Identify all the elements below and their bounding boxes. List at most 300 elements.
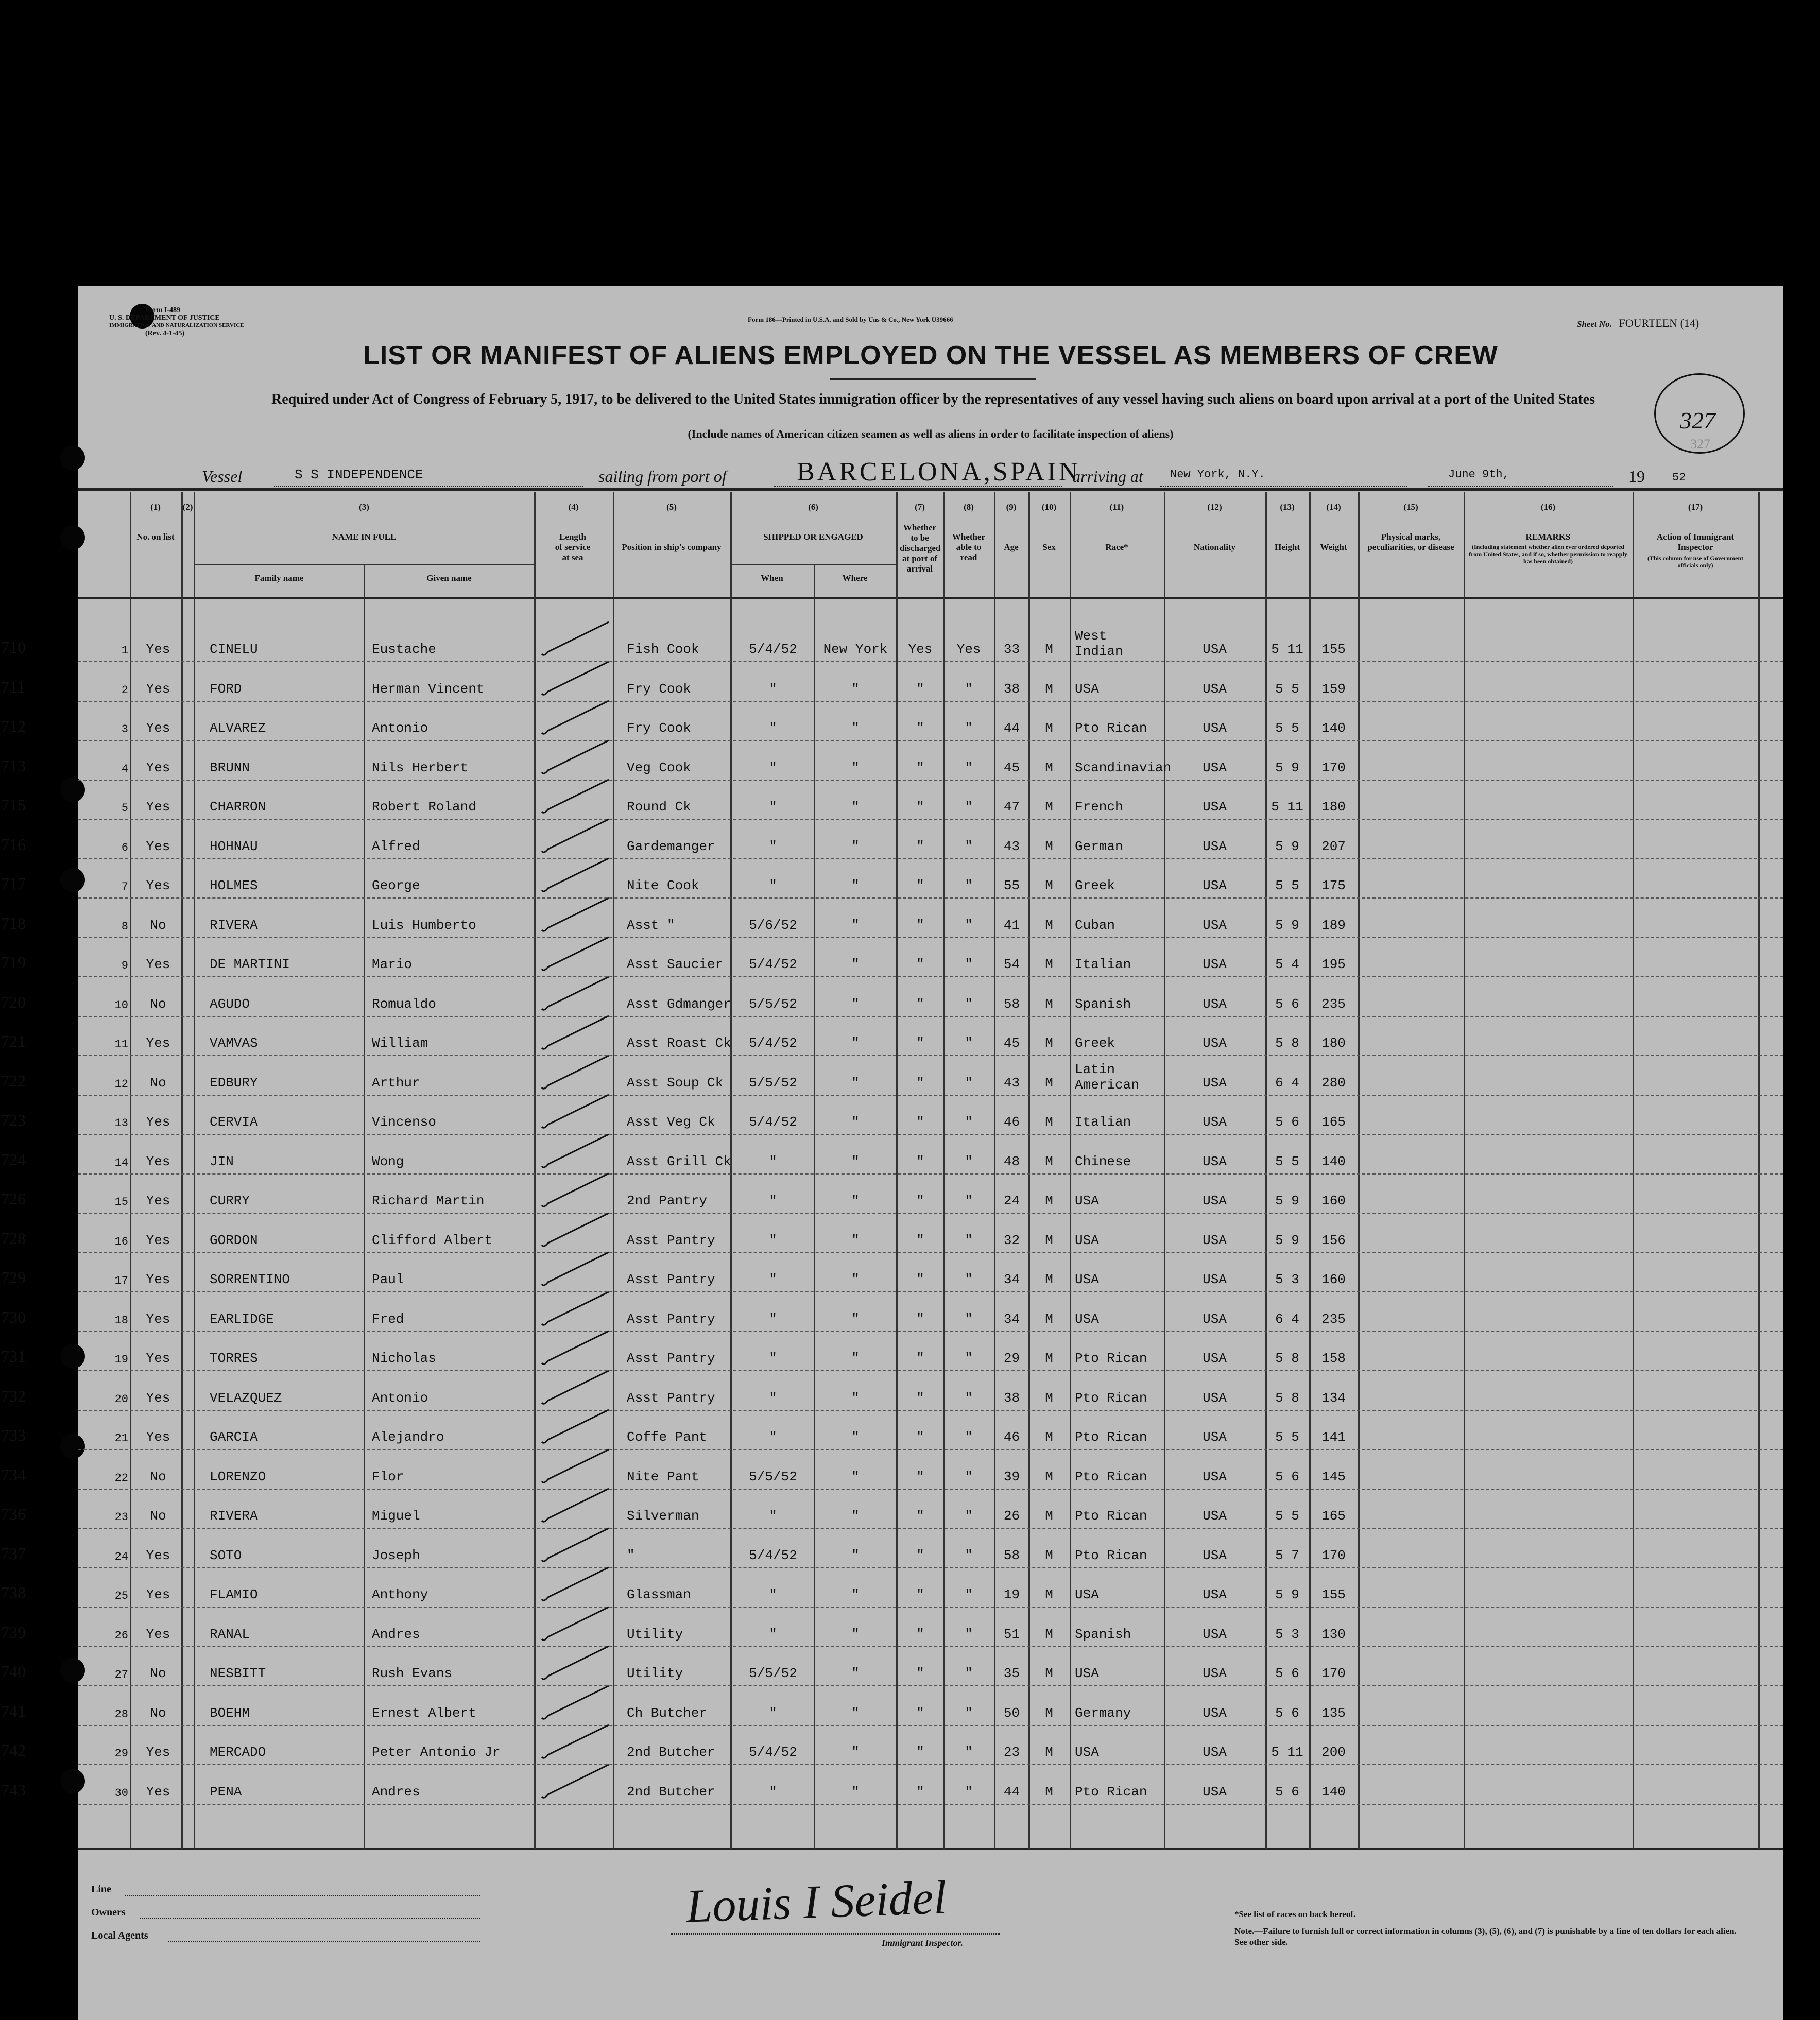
cell-when: " [769,878,777,893]
cell-when: " [769,1153,777,1169]
subtitle: Required under Act of Congress of February 5, 1917, to be delivered to the United States immigration officer by the representatives of any vessel having such aliens on board upon arrival at a port of the United States [271,391,1595,407]
table-row [1,1372,1783,1411]
cell-when: " [769,1784,777,1800]
cell-age: 51 [1003,1626,1020,1642]
cell-weight: 156 [1321,1232,1346,1248]
table-row [1,1490,1783,1529]
cell-read: " [965,1547,973,1563]
page-number: 327 [1680,407,1715,434]
sailing-label: sailing from port of [598,467,727,486]
cell-age: 45 [1003,759,1020,775]
cell-ref: 728 [1,1229,26,1248]
subtitle-include: (Include names of American citizen seamen as well as aliens in order to facilitate inspection of aliens) [688,427,1174,440]
cell-given: George [372,878,420,893]
cell-disch: " [916,1035,924,1051]
col4-num: (4) [568,502,579,512]
cell-age: 26 [1003,1508,1020,1524]
cell-prev: Yes [146,681,170,697]
cell-family: GORDON [210,1232,258,1248]
cell-age: 34 [1003,1311,1020,1327]
cell-age: 50 [1003,1705,1020,1721]
cell-when: " [769,838,777,854]
cell-where: " [851,1784,860,1800]
cell-nat: USA [1203,1311,1227,1327]
table-row [1,623,1783,662]
cell-given: Nicholas [372,1351,436,1366]
cell-race: USA [1075,1666,1099,1681]
cell-when: " [769,1429,777,1445]
cell-given: Antonio [372,1390,428,1406]
cell-given: Andres [372,1784,420,1800]
cell-given: Luis Humberto [372,917,476,933]
cell-height: 5 5 [1275,720,1299,736]
cell-where: " [851,1390,860,1406]
table-row [1,1175,1783,1214]
printer-note: Form 186—Printed in U.S.A. and Sold by Uns & Co., New York U39666 [748,316,953,323]
cell-disch: " [916,1626,924,1642]
cell-weight: 170 [1321,759,1346,775]
cell-where: " [851,1745,860,1760]
cell-weight: 155 [1321,1587,1346,1602]
cell-given: Rush Evans [372,1666,453,1681]
cell-weight: 134 [1321,1390,1346,1406]
cell-family: RIVERA [210,917,258,933]
cell-where: " [851,1469,860,1484]
cell-height: 5 5 [1275,878,1299,893]
cell-family: TORRES [210,1351,258,1366]
cell-no: 30 [114,1786,128,1800]
cell-race: Spanish [1075,996,1131,1012]
cell-read: " [965,1626,973,1642]
cell-read: " [965,1390,973,1406]
port-of-sailing: BARCELONA,SPAIN [797,457,1081,487]
sheet-value: FOURTEEN (14) [1619,317,1699,330]
cell-when: 5/5/52 [749,1469,797,1484]
cell-position: Asst " [627,917,675,933]
col15-num: (15) [1403,502,1418,512]
cell-weight: 180 [1321,1035,1346,1051]
cell-sex: M [1045,957,1053,972]
cell-prev: Yes [146,878,170,893]
cell-disch: " [916,1547,924,1563]
cell-when: 5/4/52 [749,1114,797,1130]
cell-position: Round Ck [627,799,691,815]
col16-note: (Including statement whether alien ever ordered deported from United States, and if so, whether permission to reapply has been obtained) [1469,543,1627,565]
cell-position: Gardemanger [627,838,715,854]
cell-position: Asst Gdmanger [627,996,731,1012]
cell-nat: USA [1203,1784,1227,1800]
cell-when: " [769,799,777,815]
cell-height: 5 9 [1275,1587,1299,1602]
cell-given: Miguel [372,1508,420,1524]
cell-prev: Yes [146,1351,170,1366]
cell-where: New York [823,642,888,657]
cell-nat: USA [1203,1153,1227,1169]
table-row [1,1687,1783,1726]
cell-when: 5/4/52 [749,1035,797,1051]
cell-age: 32 [1003,1232,1020,1248]
cell-height: 5 8 [1275,1390,1299,1406]
cell-prev: Yes [146,1784,170,1800]
cell-prev: No [150,1508,166,1524]
cell-where: " [851,1311,860,1327]
cell-weight: 141 [1321,1429,1346,1445]
cell-no: 29 [114,1747,128,1760]
cell-given: Alejandro [372,1429,444,1445]
cell-family: CHARRON [210,799,266,815]
cell-no: 26 [114,1629,128,1642]
cell-height: 5 6 [1275,1666,1299,1681]
cell-race: Scandinavian [1075,759,1172,775]
year-prefix: 19 [1628,467,1645,486]
cell-where: " [851,1666,860,1681]
cell-sex: M [1045,1784,1053,1800]
cell-no: 3 [121,723,128,736]
col5-num: (5) [666,502,677,512]
sheet-label: Sheet No. [1577,319,1612,329]
cell-position: Asst Pantry [627,1390,715,1406]
col16-num: (16) [1540,502,1556,512]
col17-num: (17) [1688,502,1703,512]
cell-disch: " [916,1666,924,1681]
cell-race: Pto Rican [1075,1508,1147,1524]
col4-header: Length of service at sea [555,532,591,562]
cell-prev: Yes [146,1587,170,1602]
owners-label: Owners [91,1907,126,1918]
cell-where: " [851,1351,860,1366]
cell-given: Arthur [372,1075,420,1091]
cell-height: 5 6 [1275,1114,1299,1130]
cell-no: 17 [114,1274,128,1287]
cell-age: 46 [1003,1429,1020,1445]
cell-race: Pto Rican [1075,1469,1147,1484]
cell-no: 15 [114,1196,128,1208]
cell-given: William [372,1035,428,1051]
col16-header: REMARKS [1525,532,1571,542]
cell-prev: No [150,1705,166,1721]
col14-num: (14) [1326,502,1341,512]
cell-no: 24 [114,1550,128,1563]
cell-when: " [769,1351,777,1366]
col11-header: Race* [1105,542,1128,552]
cell-given: Andres [372,1626,420,1642]
table-row [1,938,1783,977]
cell-given: Eustache [372,642,436,657]
cell-where: " [851,1547,860,1563]
table-row [1,1135,1783,1175]
cell-given: Anthony [372,1587,428,1602]
col3-given: Given name [426,573,472,583]
cell-age: 19 [1003,1587,1020,1602]
penalty-note: Note.—Failure to furnish full or correct information in columns (3), (5), (6), and (7) is punishable by a fine of ten dollars for each alien. See other side. [1234,1926,1737,1947]
cell-disch: " [916,1784,924,1800]
cell-family: FLAMIO [210,1587,258,1602]
cell-height: 5 6 [1275,1705,1299,1721]
table-row [1,1726,1783,1765]
col6-num: (6) [808,502,818,512]
cell-nat: USA [1203,917,1227,933]
cell-disch: " [916,1272,924,1287]
col7-header: Whether to be discharged at port of arrival [900,523,941,574]
cell-weight: 235 [1321,1311,1346,1327]
service: IMMIGRATION AND NATURALIZATION SERVICE [109,322,244,329]
cell-ref: 723 [1,1111,26,1129]
cell-weight: 165 [1321,1508,1346,1524]
cell-race: Spanish [1075,1626,1131,1642]
cell-prev: Yes [146,957,170,972]
cell-height: 5 9 [1275,838,1299,854]
cell-position: Asst Veg Ck [627,1114,715,1130]
cell-read: " [965,720,973,736]
cell-height: 5 9 [1275,1232,1299,1248]
table-row [1,1293,1783,1332]
cell-age: 38 [1003,681,1020,697]
col6-header: SHIPPED OR ENGAGED [763,532,863,542]
cell-height: 5 9 [1275,759,1299,775]
cell-sex: M [1045,720,1053,736]
cell-prev: Yes [146,1114,170,1130]
cell-position: " [627,1547,635,1563]
cell-no: 14 [114,1156,128,1169]
col6-where: Where [842,573,868,583]
cell-race: USA [1075,1587,1099,1602]
cell-where: " [851,1429,860,1445]
cell-prev: Yes [146,1626,170,1642]
cell-given: Nils Herbert [372,759,469,775]
cell-disch: " [916,799,924,815]
cell-family: FORD [210,681,242,697]
table-row [1,859,1783,899]
table-row [1,1332,1783,1371]
cell-weight: 160 [1321,1272,1346,1287]
cell-no: 23 [114,1511,128,1524]
races-note: *See list of races on back hereof. [1234,1909,1356,1919]
col2-num: (2) [182,502,193,512]
cell-position: Silverman [627,1508,699,1524]
cell-sex: M [1045,1666,1053,1681]
cell-height: 5 6 [1275,1784,1299,1800]
cell-when: " [769,1705,777,1721]
cell-family: ALVAREZ [210,720,266,736]
punch-hole [60,445,85,470]
cell-height: 5 6 [1275,996,1299,1012]
cell-age: 44 [1003,720,1020,736]
table-row [1,781,1783,820]
cell-no: 6 [121,841,128,854]
cell-ref: 719 [1,953,26,972]
cell-no: 5 [121,802,128,815]
cell-weight: 140 [1321,1784,1346,1800]
col6-when: When [761,573,783,583]
table-row [1,1253,1783,1292]
cell-read: " [965,1508,973,1524]
cell-age: 41 [1003,917,1020,933]
cell-family: RANAL [210,1626,250,1642]
col13-header: Height [1274,542,1300,552]
cell-race: Latin American [1075,1061,1139,1093]
cell-height: 5 9 [1275,917,1299,933]
cell-disch: " [916,1429,924,1445]
cell-height: 5 5 [1275,1508,1299,1524]
cell-no: 19 [114,1353,128,1366]
cell-family: LORENZO [210,1469,266,1484]
cell-race: German [1075,838,1123,854]
cell-read: " [965,1784,973,1800]
cell-height: 5 11 [1271,1745,1303,1760]
cell-race: USA [1075,1193,1099,1208]
service-checkmark-icon [537,1760,614,1807]
cell-given: Romualdo [372,996,436,1012]
cell-where: " [851,759,860,775]
cell-weight: 195 [1321,957,1346,972]
cell-weight: 170 [1321,1547,1346,1563]
cell-prev: Yes [146,720,170,736]
cell-race: Italian [1075,957,1131,972]
cell-position: Ch Butcher [627,1705,708,1721]
cell-read: " [965,1272,973,1287]
cell-ref: 726 [1,1189,26,1208]
cell-sex: M [1045,878,1053,893]
cell-when: " [769,1587,777,1602]
cell-sex: M [1045,799,1053,815]
cell-given: Mario [372,957,413,972]
cell-disch: " [916,1745,924,1760]
cell-prev: No [150,1666,166,1681]
cell-given: Paul [372,1272,404,1287]
cell-family: VELAZQUEZ [210,1390,282,1406]
cell-when: " [769,759,777,775]
col17-note: (This column for use of Government officials only) [1647,555,1744,569]
cell-disch: " [916,1351,924,1366]
cell-height: 5 7 [1275,1547,1299,1563]
cell-weight: 175 [1321,878,1346,893]
cell-age: 38 [1003,1390,1020,1406]
cell-where: " [851,720,860,736]
cell-disch: " [916,917,924,933]
cell-where: " [851,1075,860,1091]
cell-read: " [965,1469,973,1484]
cell-race: French [1075,799,1123,815]
cell-position: 2nd Butcher [627,1745,715,1760]
cell-prev: No [150,1075,166,1091]
cell-ref: 715 [1,796,26,814]
cell-race: USA [1075,1232,1099,1248]
cell-where: " [851,1272,860,1287]
cell-weight: 165 [1321,1114,1346,1130]
table-row [1,1451,1783,1490]
cell-weight: 170 [1321,1666,1346,1681]
cell-ref: 742 [1,1741,26,1759]
cell-weight: 130 [1321,1626,1346,1642]
cell-sex: M [1045,917,1053,933]
cell-age: 58 [1003,996,1020,1012]
cell-nat: USA [1203,996,1227,1012]
cell-height: 5 5 [1275,681,1299,697]
cell-position: Asst Saucier [627,957,724,972]
cell-family: EARLIDGE [210,1311,274,1327]
cell-nat: USA [1203,878,1227,893]
cell-race: Pto Rican [1075,1351,1147,1366]
cell-prev: Yes [146,759,170,775]
cell-position: 2nd Butcher [627,1784,715,1800]
cell-age: 43 [1003,838,1020,854]
cell-read: " [965,878,973,893]
cell-ref: 711 [1,677,25,696]
cell-family: EDBURY [210,1075,258,1091]
cell-nat: USA [1203,1351,1227,1366]
cell-read: " [965,1429,973,1445]
cell-disch: " [916,1193,924,1208]
table-row [1,663,1783,702]
cell-disch: " [916,1311,924,1327]
cell-weight: 189 [1321,917,1346,933]
cell-where: " [851,878,860,893]
col7-num: (7) [915,502,925,512]
table-row [1,702,1783,741]
form-id-block [109,306,244,337]
cell-age: 23 [1003,1745,1020,1760]
cell-ref: 718 [1,913,26,933]
cell-given: Peter Antonio Jr [372,1745,501,1760]
arrival-date: June 9th, [1448,468,1509,481]
cell-sex: M [1045,1626,1053,1642]
cell-read: " [965,838,973,854]
cell-when: 5/4/52 [749,957,797,972]
cell-position: Coffe Pant [627,1429,708,1445]
cell-race: USA [1075,1745,1099,1760]
cell-where: " [851,1705,860,1721]
cell-where: " [851,838,860,854]
cell-where: " [851,957,860,972]
form-number: Form I-489 [145,306,181,314]
cell-sex: M [1045,1114,1053,1130]
cell-weight: 180 [1321,799,1346,815]
cell-ref: 713 [1,756,26,775]
cell-family: HOHNAU [210,838,258,854]
cell-position: Fish Cook [627,642,699,657]
cell-ref: 729 [1,1268,26,1287]
cell-where: " [851,1035,860,1051]
cell-given: Wong [372,1153,404,1169]
table-row [1,1568,1783,1608]
col1-num: (1) [150,502,161,512]
cell-sex: M [1045,996,1053,1012]
cell-sex: M [1045,1469,1053,1484]
cell-when: " [769,720,777,736]
line-label: Line [91,1884,111,1895]
cell-when: 5/5/52 [749,1075,797,1091]
cell-family: JIN [210,1153,234,1169]
cell-weight: 140 [1321,720,1346,736]
cell-nat: USA [1203,1272,1227,1287]
table-row [1,1017,1783,1056]
cell-given: Robert Roland [372,799,476,815]
cell-disch: " [916,1114,924,1130]
cell-position: Asst Soup Ck [627,1075,724,1091]
cell-disch: " [916,1232,924,1248]
cell-given: Antonio [372,720,428,736]
inspector-label: Immigrant Inspector. [882,1938,964,1948]
cell-when: " [769,1508,777,1524]
cell-when: " [769,1626,777,1642]
cell-ref: 720 [1,992,26,1011]
cell-position: Asst Pantry [627,1232,715,1248]
cell-race: Germany [1075,1705,1131,1721]
cell-age: 45 [1003,1035,1020,1051]
cell-no: 13 [114,1117,128,1130]
col3-header: NAME IN FULL [332,532,397,542]
table-row [1,1766,1783,1805]
